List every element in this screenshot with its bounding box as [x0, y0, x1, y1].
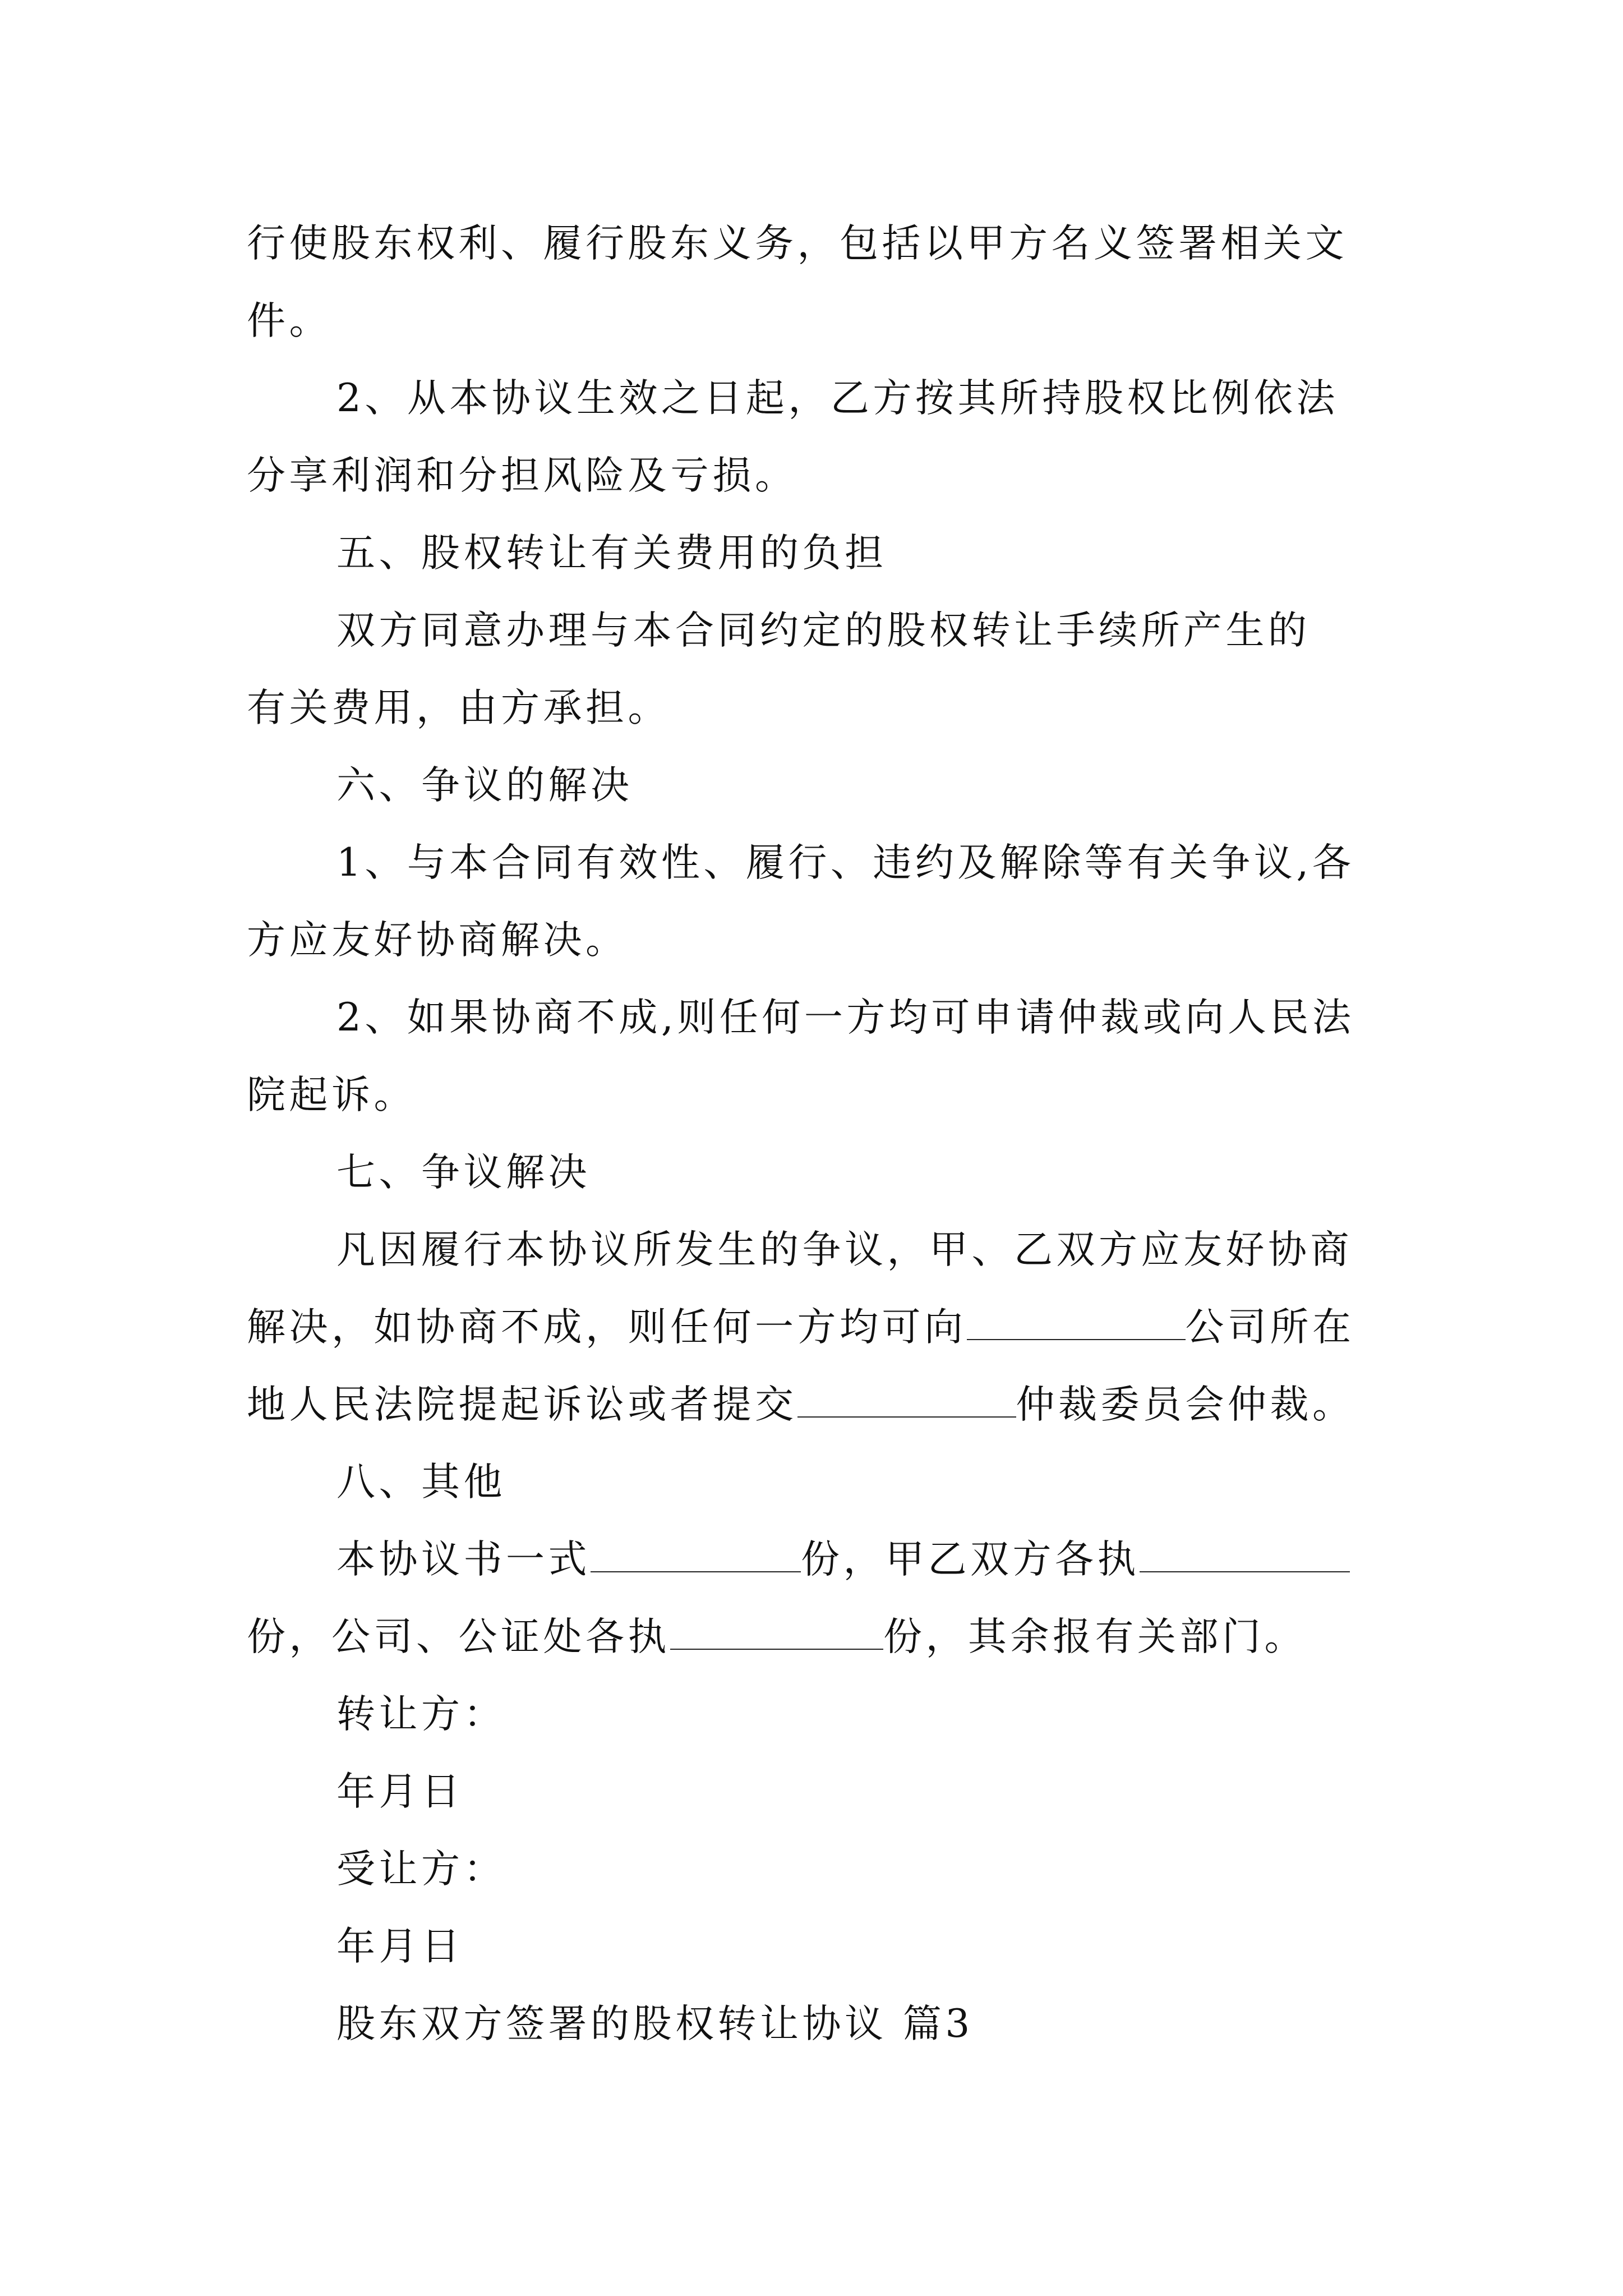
text-segment: 本协议书一式	[336, 1537, 591, 1582]
text-segment: 份，其余报有关部门。	[883, 1614, 1307, 1659]
paragraph-line: 行使股东权利、履行股东义务，包括以甲方名义签署相关文	[247, 221, 1348, 266]
text-segment: 公司所在	[1185, 1305, 1355, 1350]
section-heading-6: 六、争议的解决	[336, 763, 633, 808]
date-line: 年月日	[336, 1924, 464, 1969]
fill-in-blank	[1140, 1540, 1350, 1572]
date-line: 年月日	[336, 1769, 464, 1814]
paragraph-line: 分享利润和分担风险及亏损。	[247, 453, 797, 498]
section-heading-5: 五、股权转让有关费用的负担	[336, 531, 887, 576]
clause-4-2-line: 2、从本协议生效之日起，乙方按其所持股权比例依法	[336, 376, 1339, 421]
paragraph-line-with-blank	[247, 1598, 1380, 1676]
fill-in-blank	[797, 1385, 1016, 1418]
fill-in-blank	[591, 1540, 801, 1572]
clause-6-1-line: 1、与本合同有效性、履行、违约及解除等有关争议,各	[336, 840, 1355, 885]
paragraph-line: 凡因履行本协议所发生的争议，甲、乙双方应友好协商	[336, 1227, 1353, 1272]
section-heading-7: 七、争议解决	[336, 1150, 591, 1195]
section-heading-8: 八、其他	[336, 1460, 506, 1504]
document-title-next: 股东双方签署的股权转让协议 篇3	[336, 2001, 974, 2046]
paragraph-line-with-blank	[247, 1521, 1380, 1598]
clause-6-2-line: 2、如果协商不成,则任何一方均可申请仲裁或向人民法	[336, 995, 1355, 1040]
paragraph-line: 院起诉。	[247, 1073, 416, 1117]
text-segment: 仲裁委员会仲裁。	[1016, 1382, 1355, 1427]
paragraph-line: 有关费用，由方承担。	[247, 685, 670, 730]
paragraph-line-with-blank	[247, 1366, 1380, 1443]
fill-in-blank	[967, 1308, 1186, 1340]
text-segment: 地人民法院提起诉讼或者提交	[247, 1382, 797, 1427]
transferor-label: 转让方：	[336, 1692, 506, 1737]
paragraph-line: 件。	[247, 298, 331, 343]
paragraph-line: 双方同意办理与本合同约定的股权转让手续所产生的	[336, 608, 1311, 653]
text-segment: 解决，如协商不成，则任何一方均可向	[247, 1305, 967, 1350]
transferee-label: 受让方：	[336, 1847, 506, 1892]
paragraph-line: 方应友好协商解决。	[247, 918, 628, 963]
text-segment: 份，甲乙双方各执	[801, 1537, 1140, 1582]
document-body	[247, 205, 1380, 2063]
text-segment: 份，公司、公证处各执	[247, 1614, 670, 1659]
paragraph-line-with-blank	[247, 1289, 1380, 1366]
fill-in-blank	[670, 1617, 883, 1650]
